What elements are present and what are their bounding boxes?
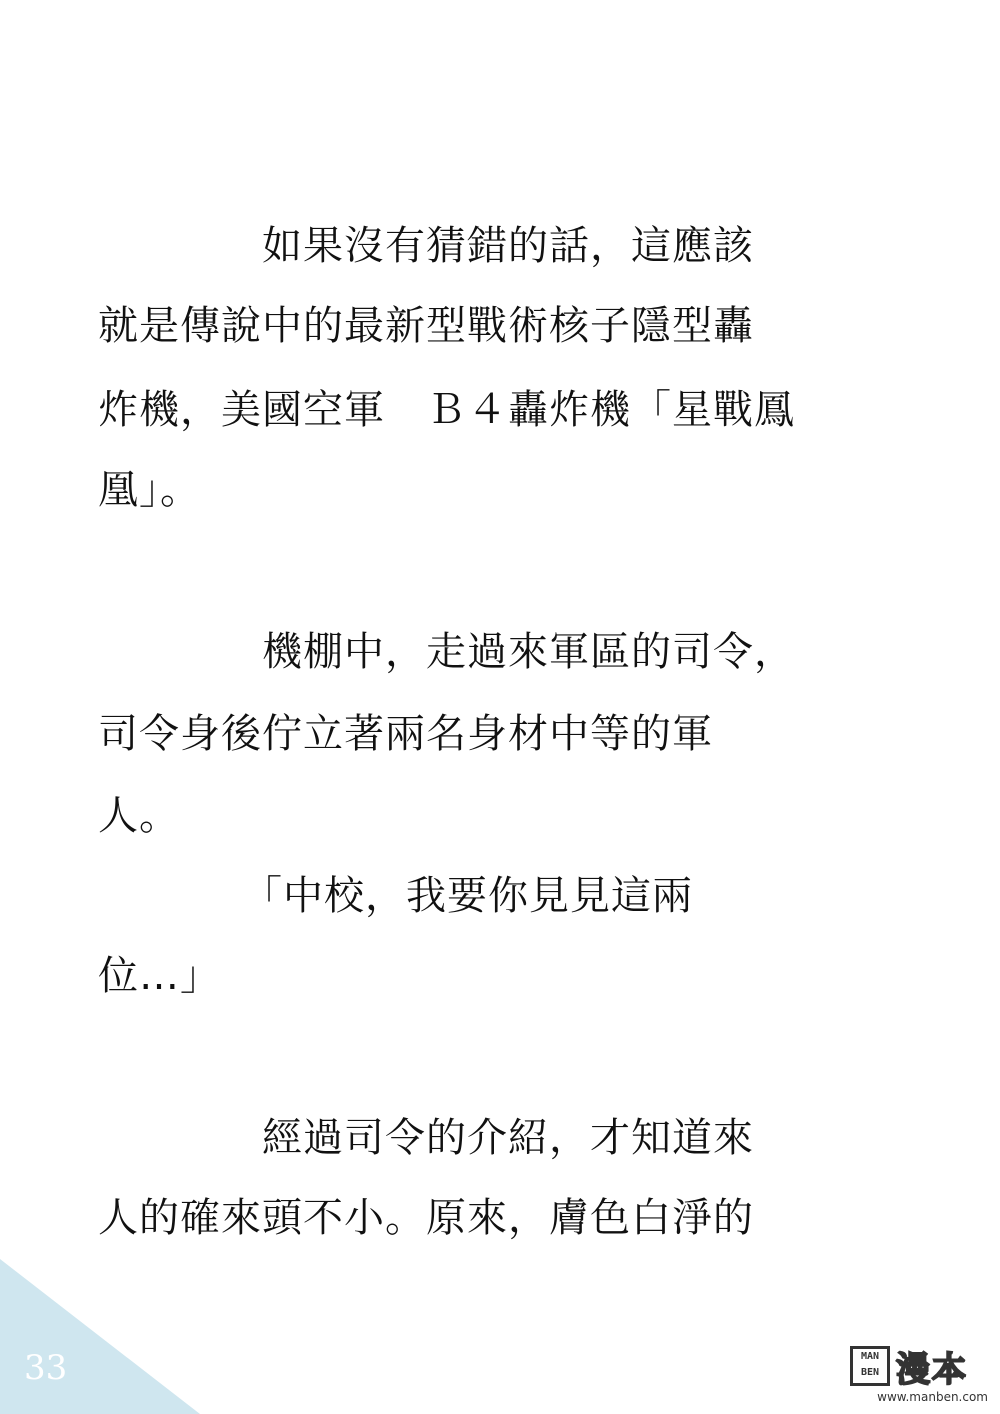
body-text-line: 機棚中，走過來軍區的司令， — [98, 629, 795, 675]
body-text-line: 位…」 — [98, 953, 221, 999]
body-text-line: 凰」。 — [98, 467, 201, 513]
body-text-line: 炸機，美國空軍 Ｂ４轟炸機「星戰鳳 — [98, 387, 795, 433]
body-text-line: 「中校，我要你見見這兩 — [98, 873, 693, 919]
site-logo — [850, 1342, 988, 1404]
logo-url: www.manben.com — [877, 1390, 988, 1404]
body-text-line: 經過司令的介紹，才知道來 — [98, 1115, 754, 1161]
logo-mark-icon: MAN BEN — [850, 1346, 890, 1386]
body-text-line: 就是傳說中的最新型戰術核子隱型轟 — [98, 303, 754, 349]
body-text-line: 如果沒有猜錯的話，這應該 — [98, 223, 754, 269]
body-text-line: 人。 — [98, 793, 180, 839]
body-text-line: 司令身後佇立著兩名身材中等的軍 — [98, 711, 713, 757]
page-number: 33 — [24, 1348, 68, 1388]
logo-name: 漫本 — [896, 1350, 968, 1390]
corner-decoration — [0, 1259, 200, 1414]
body-text-line: 人的確來頭不小。原來，膚色白淨的 — [98, 1195, 754, 1241]
